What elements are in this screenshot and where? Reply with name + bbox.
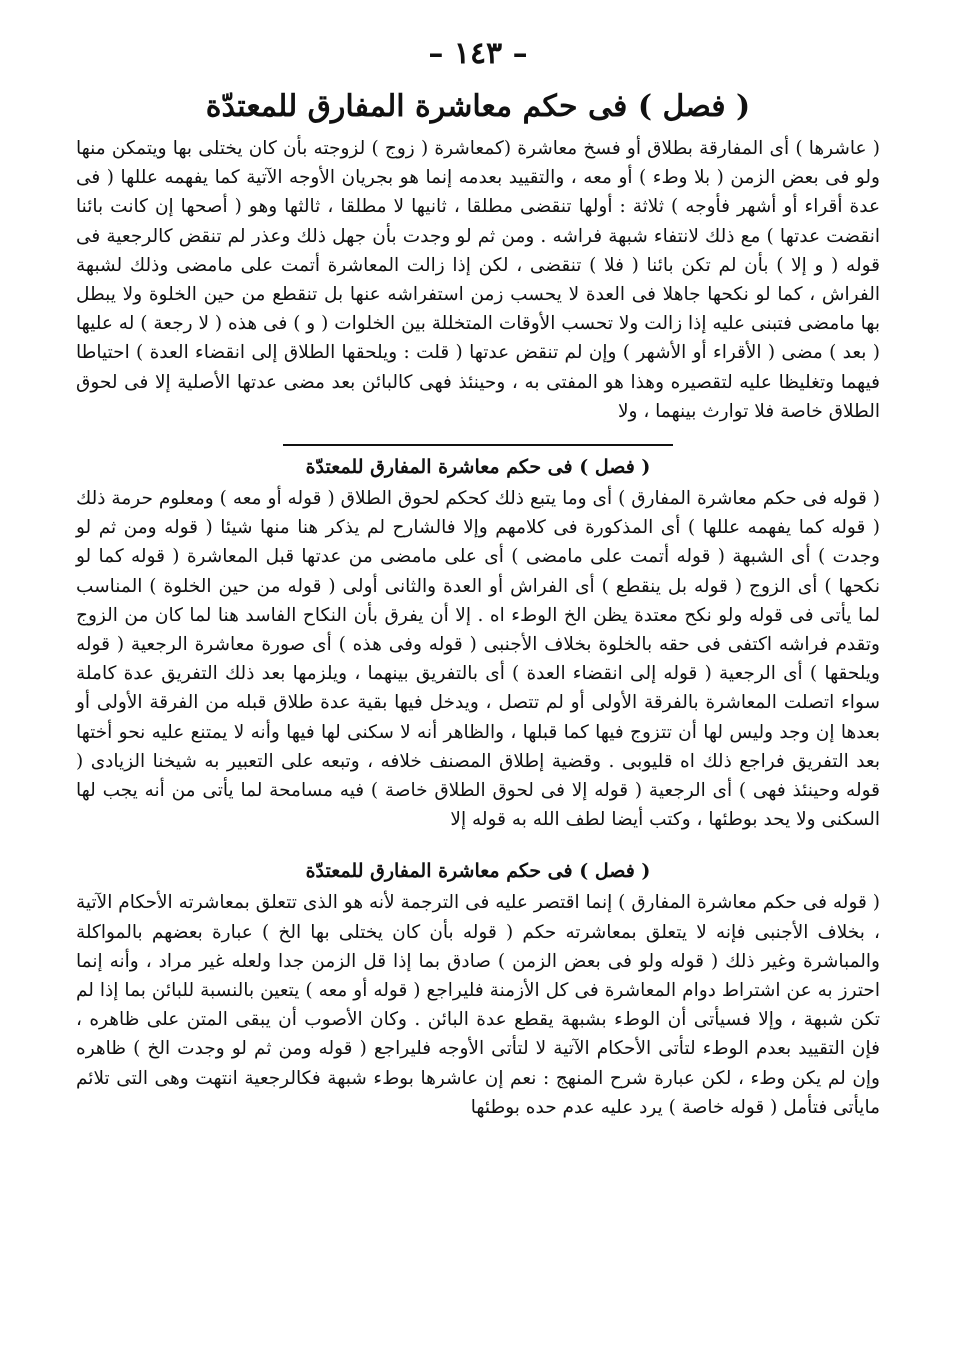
commentary-2-paragraph: ( قوله فى حكم معاشرة المفارق ) إنما اقتصر عليه فى الترجمة لأنه هو الذى تتعلق بمعاشرته الأحكام الآتية ، بخلاف الأجنبى فإنه لا يتعلق بمعاشرته حكم ( قوله بأن كان يختلى بها الخ ) عبارة بعضهم بالمواكلة والمباشرة وغير ذلك ( قوله ولو فى بعض الزمن ) صادق بما إذا قل الزمن جدا ولعله غير مراد ، وأنه إنما احترز به عن اشتراط دوام المعاشرة فى كل الأزمنة فليراجع ( قوله أو معه ) يتعين بالنسبة للبائن بما إذا لم تكن شبهة ، وإلا فسيأتى أن الوطء بشبهة يقطع عدة البائن . وكان الأصوب أن يبقى المتن على ظاهره ، فإن التقييد بعدم الوطء لتأتى الأحكام الآتية لا لتأتى الأوجه فليراجع ( قوله ومن ثم لو وجدت الخ ) ظاهره وإن لم يكن وطء ، لكن عبارة شرح المنهج : نعم إن عاشرها بوطء شبهة فكالرجعية انتهت وهى التى تلائم مايأتى فتأمل ( قوله خاصة ) يرد عليه عدم حده بوطئها [76,892,880,1118]
commentary-1-title: ( فصل ) فى حكم معاشرة المفارق للمعتدّة [305,456,651,479]
page-number: – ١٤٣ – [428,36,528,71]
spacer [76,834,880,860]
commentary-1-paragraph: ( قوله فى حكم معاشرة المفارق ) أى وما يتبع ذلك كحكم لحوق الطلاق ( قوله أو معه ) ومعلوم حرمة ذلك ( قوله كما يفهمه عللها ) أى المذكورة فى كلامهم وإلا فالشارح لم يذكر هنا منها شيئا ( قوله ومن ثم لو وجدت ) أى الشبهة ( قوله أتمت على مامضى ) أى على مامضى من عدتها قبل المعاشرة ( قوله كما لو نكحها ) أى الزوج ( قوله بل ينقطع ) أى الفراش أو العدة والثانى أولى ( قوله من حين الخلوة ) المناسب لما يأتى فى قوله ولو نكح معتدة يظن الخ الوطء اه . إلا أن يفرق بأن النكاح الفاسد هنا لما كان من الزوج وتقدم فراشه اكتفى فى حقه بالخلوة بخلاف الأجنبى ( قوله وفى هذه ) أى صورة معاشرة الرجعية ( قوله ويلحقها ) أى الرجعية ( قوله إلى انقضاء العدة ) أى بالتفريق بينهما ، ويلزمها بعد ذلك التفريق عدة كاملة سواء اتصلت المعاشرة بالفرقة الأولى أو لم تتصل ، ويدخل فيها بقية عدة طلاق قبله من الفرقة الأولى أو بعدها إن وجد وليس لها أن تتزوج فيها كما قبلها ، والظاهر أنه لا سكنى لها فيها وأنه لا يمتنع عليه نحو أختها بعد التفريق فراجع ذلك اه قليوبى . وقضية إطلاق المصنف خلافه ، وتبعه على التعبير به شيخنا الزيادى ( قوله وحينئذ فهى ) أى الرجعية ( قوله إلا فى لحوق الطلاق خاصة ) فيه مسامحة لما يأتى من أنه يجب لها السكنى ولا يحد بوطئها ، وكتب أيضا لطف الله به قوله إلا [76,488,880,831]
section-divider [283,444,673,446]
main-text-paragraph: ( عاشرها ) أى المفارقة بطلاق أو فسخ معاشرة (كمعاشرة ( زوج ) لزوجته بأن كان يختلى بها ويتمكن منها ولو فى بعض الزمن ( بلا وطء ) أو معه ، والتقييد بعدمه إنما هو بجريان الأوجه الآتية كما يفهمه عللها ( فى عدة أقراء أو أشهر فأوجه ) ثلاثة : أولها تنقضى مطلقا ، ثانيها لا مطلقا ، ثالثها وهو ( أصحها إن كانت بائنا انقضت عدتها ) مع ذلك لانتفاء شبهة فراشه . ومن ثم لو وجدت بأن جهل ذلك وعذر لم تنقض كالرجعية فى قوله ( و إلا ) بأن لم تكن بائنا ( فلا ) تنقضى ، لكن إذا زالت المعاشرة أتمت على مامضى وذلك لشبهة الفراش ، كما لو نكحها جاهلا فى العدة لا يحسب زمن استفراشه عنها بل تنقطع من حين الخلوة ولا يبطل بها مامضى فتبنى عليه إذا زالت ولا تحسب الأوقات المتخللة بين الخلوات ( و ) فى هذه ( لا رجعة ) له عليها ( بعد ) مضى ( الأقراء أو الأشهر ) وإن لم تنقض عدتها ( قلت : ويلحقها الطلاق إلى انقضاء العدة ) احتياطا فيهما وتغليظا عليه لتقصيره وهذا هو المفتى به ، وحينئذ فهى كالبائن بعد مضى عدتها الأصلية إلا فى لحوق الطلاق خاصة فلا توارث بينهما ، ولا [76,138,880,422]
main-section-title: ( فصل ) فى حكم معاشرة المفارق للمعتدّة [205,89,751,124]
commentary-2-title: ( فصل ) فى حكم معاشرة المفارق للمعتدّة [305,860,651,883]
